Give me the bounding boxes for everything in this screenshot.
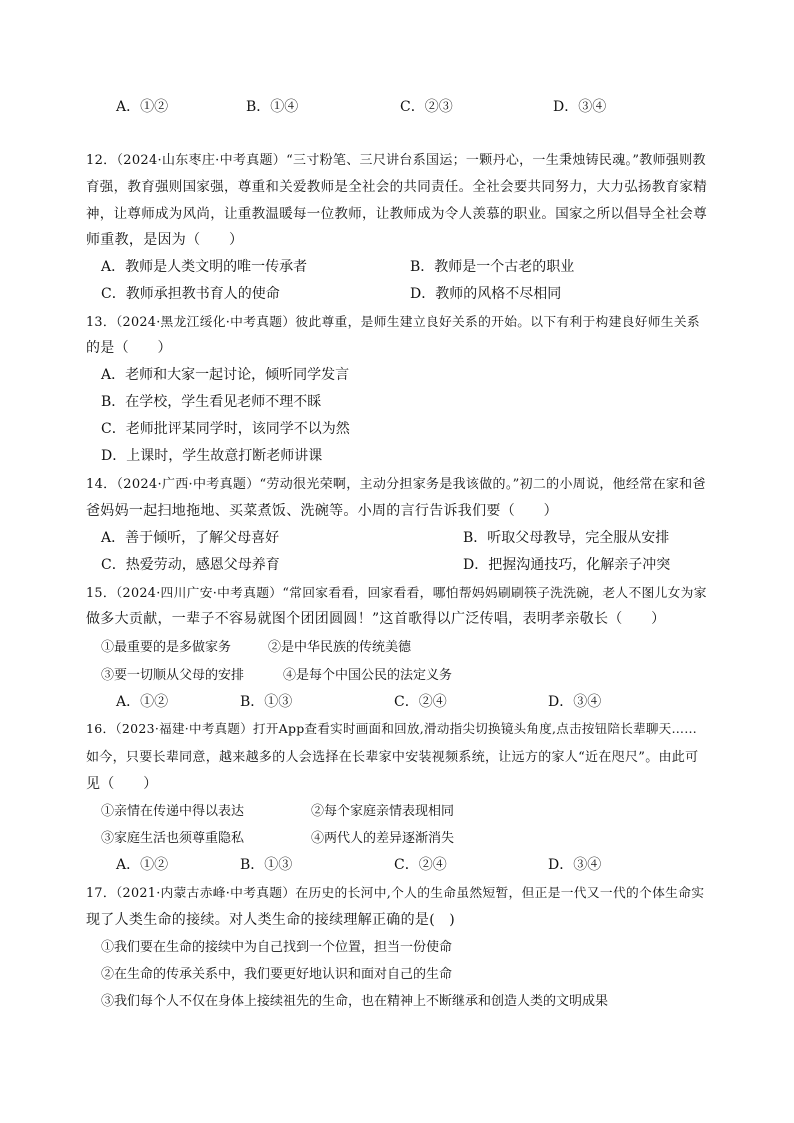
option-c: C．老师批评某同学时，该同学不以为然	[101, 421, 350, 437]
question-stem-line: 15．（2024·四川广安·中考真题）“常回家看看，回家看看，哪怕帮妈妈刷刷筷子洗洗碗，老人不图儿女为家	[86, 586, 707, 601]
option-a: A．①②	[116, 99, 169, 115]
statement-2: ②在生命的传承关系中，我们要更好地认识和面对自己的生命	[101, 967, 453, 982]
option-d: D．上课时，学生故意打断老师讲课	[101, 448, 323, 464]
option-b: B．听取父母教导，完全服从安排	[463, 530, 670, 546]
question-stem-line: 16．（2023·福建·中考真题）打开App查看实时画面和回放,滑动指尖切换镜头角度,点击按钮陪长辈聊天……	[86, 721, 698, 736]
option-c: C．②③	[400, 99, 453, 115]
question-stem-line: 育强，教育强则国家强，尊重和关爱教师是全社会的共同责任。全社会要共同努力，大力弘扬教育家精	[86, 179, 707, 195]
option-d: D．教师的风格不尽相同	[410, 286, 562, 302]
question-stem-line: 做多大贡献，一辈子不容易就图个团团圆圆！”这首歌得以广泛传唱，表明孝亲敬长（ ）	[86, 611, 666, 627]
option-c: C．热爱劳动，感恩父母养育	[101, 557, 280, 573]
question-stem-line: 的是（ ）	[86, 340, 172, 356]
option-b: B．①③	[240, 694, 293, 710]
option-d: D．③④	[553, 99, 607, 115]
statement-1: ①亲情在传递中得以表达	[101, 804, 245, 819]
statement-3: ③家庭生活也须尊重隐私	[101, 831, 245, 846]
question-stem-line: 17．（2021·内蒙古赤峰·中考真题）在历史的长河中,个人的生命虽然短暂，但正是一代又一代的个体生命实	[86, 886, 705, 901]
statement-1: ①我们要在生命的接续中为自己找到一个位置，担当一份使命	[101, 940, 453, 955]
question-stem-line: 神，让尊师成为风尚，让重教温暖每一位教师，让教师成为令人羡慕的职业。国家之所以倡导全社会尊	[86, 206, 707, 222]
statement-3: ③我们每个人不仅在身体上接续祖先的生命，也在精神上不断继承和创造人类的文明成果	[101, 994, 609, 1009]
statement-3: ③要一切顺从父母的安排	[101, 668, 245, 683]
question-stem-line: 如今，只要长辈同意，越来越多的人会选择在长辈家中安装视频系统，让远方的家人“近在咫尺”。由此可	[86, 750, 699, 765]
option-b: B．①④	[246, 99, 299, 115]
statement-1: ①最重要的是多做家务	[101, 640, 232, 655]
question-stem-line: 现了人类生命的接续。对人类生命的接续理解正确的是( )	[86, 912, 456, 928]
option-b: B．教师是一个古老的职业	[410, 259, 575, 275]
option-a: A．老师和大家一起讨论，倾听同学发言	[101, 367, 350, 383]
statement-2: ②每个家庭亲情表现相同	[311, 804, 455, 819]
option-d: D．把握沟通技巧，化解亲子冲突	[463, 557, 671, 573]
question-stem-line: 13．（2024·黑龙江绥化·中考真题）彼此尊重，是师生建立良好关系的开始。以下有利于构建良好师生关系	[86, 315, 700, 330]
option-c: C．②④	[394, 857, 447, 873]
option-c: C．②④	[394, 694, 447, 710]
option-b: B．①③	[240, 857, 293, 873]
option-c: C．教师承担教书育人的使命	[101, 286, 280, 302]
question-stem-line: 14．（2024·广西·中考真题）“劳动很光荣啊，主动分担家务是我该做的。”初二的小周说，他经常在家和爸	[86, 477, 706, 492]
option-d: D．③④	[548, 857, 602, 873]
option-b: B．在学校，学生看见老师不理不睬	[101, 394, 322, 410]
option-a: A．教师是人类文明的唯一传承者	[101, 259, 308, 275]
statement-4: ④是每个中国公民的法定义务	[283, 668, 453, 683]
option-a: A．①②	[116, 694, 169, 710]
question-stem-line: 爸妈妈一起扫地拖地、买菜煮饭、洗碗等。小周的言行告诉我们要（ ）	[86, 503, 558, 519]
question-stem-line: 师重教，是因为（ ）	[86, 232, 244, 248]
option-a: A．①②	[116, 857, 169, 873]
statement-2: ②是中华民族的传统美德	[268, 640, 412, 655]
statement-4: ④两代人的差异逐渐消失	[311, 831, 455, 846]
question-stem-line: 见（ ）	[86, 776, 158, 792]
option-a: A．善于倾听，了解父母喜好	[101, 530, 280, 546]
option-d: D．③④	[548, 694, 602, 710]
question-stem-line: 12．（2024·山东枣庄·中考真题）“三寸粉笔、三尺讲台系国运；一颗丹心，一生秉烛铸民魂。”教师强则教	[86, 153, 706, 168]
